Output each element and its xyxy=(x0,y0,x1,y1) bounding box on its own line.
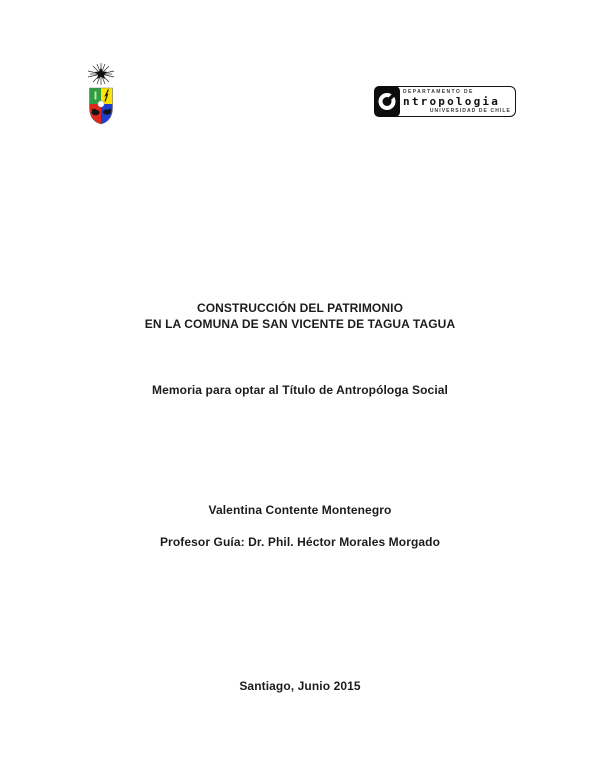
place-and-date: Santiago, Junio 2015 xyxy=(239,679,361,693)
thesis-title-line1: CONSTRUCCIÓN DEL PATRIMONIO xyxy=(196,301,404,315)
department-logo-text-box xyxy=(386,86,516,117)
thesis-title-line2: EN LA COMUNA DE SAN VICENTE DE TAGUA TAGUA xyxy=(144,317,456,331)
advisor-name: Profesor Guía: Dr. Phil. Héctor Morales Morgado xyxy=(159,535,441,549)
department-logo-bottom-text: UNIVERSIDAD DE CHILE xyxy=(429,108,511,114)
department-logo-top-text: DEPARTAMENTO DE xyxy=(403,89,474,95)
university-crest-icon xyxy=(84,62,118,132)
department-logo-main-text: ntropologia xyxy=(403,95,501,108)
thesis-subtitle: Memoria para optar al Título de Antropóloga Social xyxy=(152,383,448,397)
crest-shield xyxy=(90,88,113,126)
department-of-anthropology-logo xyxy=(374,86,516,117)
author-name: Valentina Contente Montenegro xyxy=(208,503,392,517)
university-of-chile-crest-logo xyxy=(84,62,118,132)
stylized-a-icon xyxy=(374,86,400,117)
